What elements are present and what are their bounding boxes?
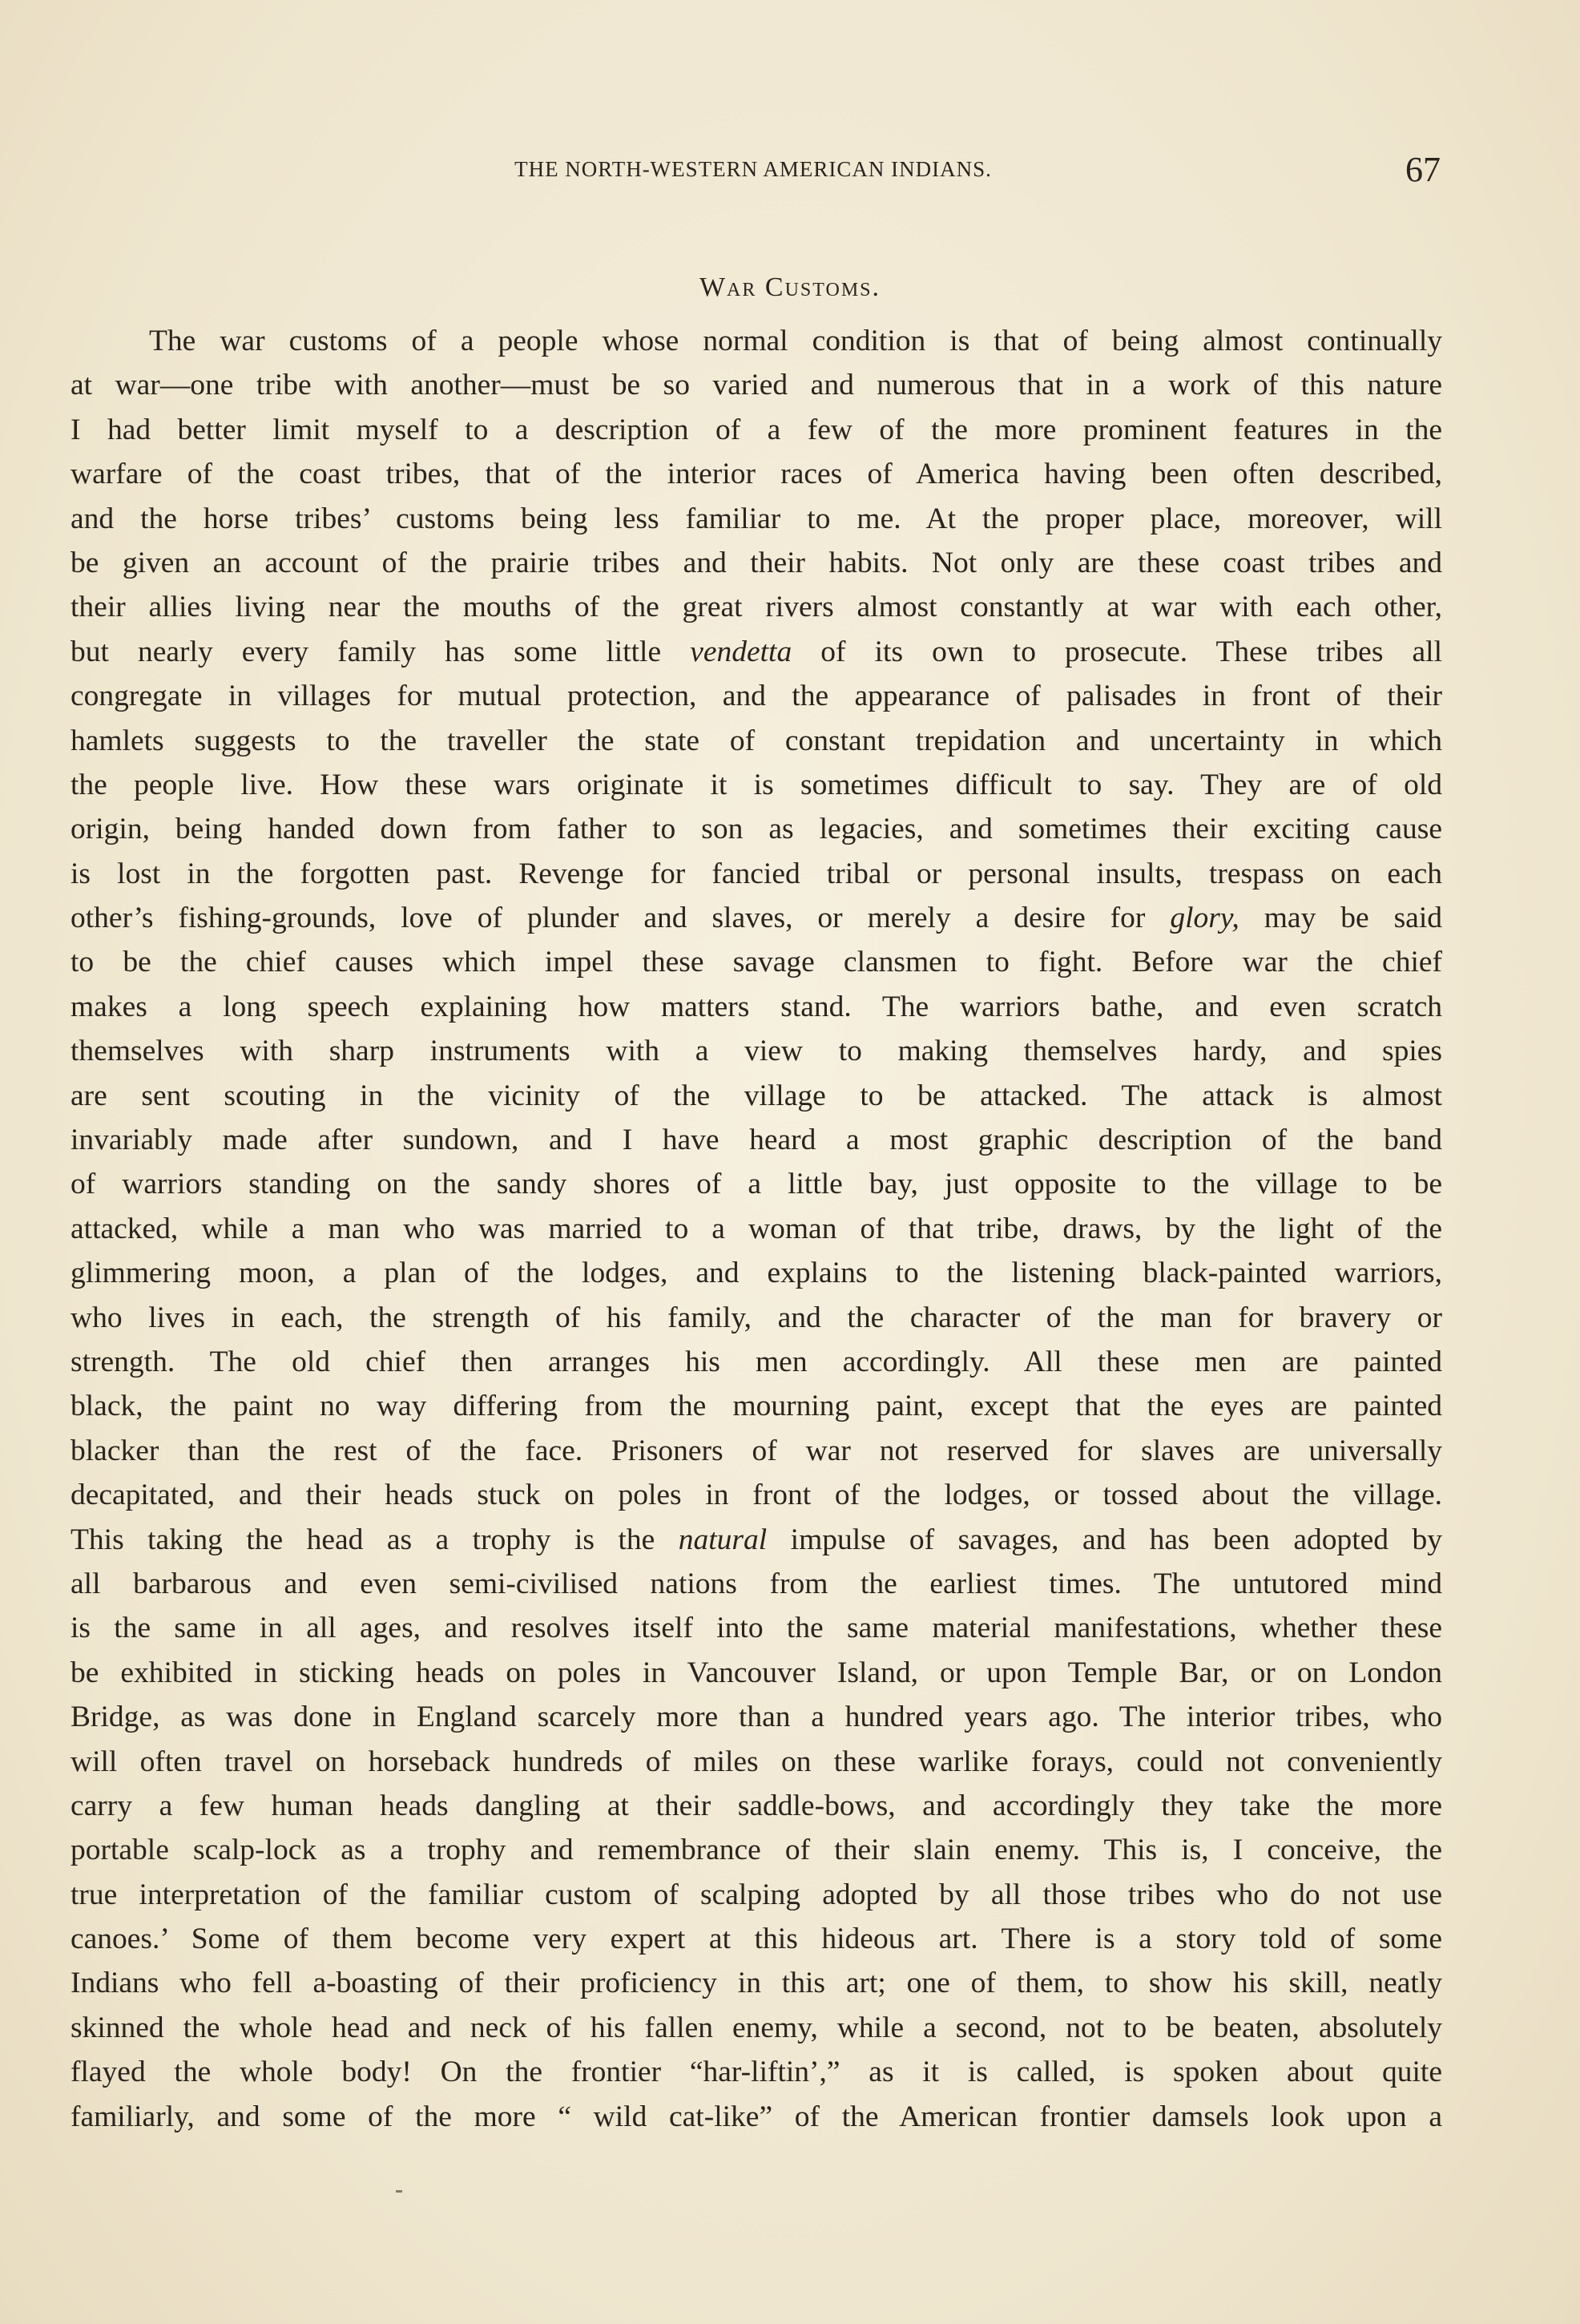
text-line: other’s fishing-grounds, love of plunder and slaves, or merely a desire for glory, may be said [71, 902, 1442, 935]
text-line: attacked, while a man who was married to a woman of that tribe, draws, by the light of the [71, 1212, 1442, 1245]
text-line: The war customs of a people whose normal condition is that of being almost continually [149, 325, 1442, 357]
text-line: familiarly, and some of the more “ wild cat-like” of the American frontier damsels look upon a [71, 2100, 1442, 2133]
text-line: portable scalp-lock as a trophy and remembrance of their slain enemy. This is, I conceive, the [71, 1834, 1442, 1867]
text-line: all barbarous and even semi-civilised nations from the earliest times. The untutored mind [71, 1567, 1442, 1600]
text-line: carry a few human heads dangling at their saddle-bows, and accordingly they take the more [71, 1789, 1442, 1822]
text-line: be exhibited in sticking heads on poles in Vancouver Island, or upon Temple Bar, or on London [71, 1656, 1442, 1689]
text-line: to be the chief causes which impel these savage clansmen to fight. Before war the chief [71, 946, 1442, 979]
text-line: warfare of the coast tribes, that of the interior races of America having been often described, [71, 458, 1442, 491]
text-line: but nearly every family has some little vendetta of its own to prosecute. These tribes all [71, 635, 1442, 668]
italic-term: glory, [1170, 902, 1239, 935]
text-line: glimmering moon, a plan of the lodges, and explains to the listening black-painted warriors, [71, 1257, 1442, 1290]
ink-speck [396, 2190, 402, 2193]
text-line: hamlets suggests to the traveller the state of constant trepidation and uncertainty in which [71, 724, 1442, 757]
text-line: flayed the whole body! On the frontier “har-liftin’,” as it is called, is spoken about quite [71, 2056, 1442, 2089]
running-header: THE NORTH-WESTERN AMERICAN INDIANS. [514, 157, 992, 181]
text-line: origin, being handed down from father to son as legacies, and sometimes their exciting cause [71, 813, 1442, 846]
text-line: strength. The old chief then arranges his men accordingly. All these men are painted [71, 1345, 1442, 1378]
text-line: This taking the head as a trophy is the natural impulse of savages, and has been adopted by [71, 1523, 1442, 1556]
text-line: be given an account of the prairie tribes and their habits. Not only are these coast tribes and [71, 546, 1442, 579]
text-line: who lives in each, the strength of his family, and the character of the man for bravery or [71, 1301, 1442, 1334]
text-line: I had better limit myself to a description of a few of the more prominent features in the [71, 413, 1442, 446]
text-line: congregate in villages for mutual protection, and the appearance of palisades in front of their [71, 680, 1442, 713]
text-line: is lost in the forgotten past. Revenge for fancied tribal or personal insults, trespass on each [71, 857, 1442, 890]
text-line: invariably made after sundown, and I have heard a most graphic description of the band [71, 1124, 1442, 1157]
text-line: and the horse tribes’ customs being less familiar to me. At the proper place, moreover, will [71, 502, 1442, 535]
text-line: the people live. How these wars originate it is sometimes difficult to say. They are of old [71, 768, 1442, 801]
text-line: themselves with sharp instruments with a view to making themselves hardy, and spies [71, 1035, 1442, 1068]
text-line: skinned the whole head and neck of his fallen enemy, while a second, not to be beaten, absolutely [71, 2011, 1442, 2044]
section-title: War Customs. [699, 272, 881, 302]
text-line: makes a long speech explaining how matters stand. The warriors bathe, and even scratch [71, 990, 1442, 1023]
text-line: at war—one tribe with another—must be so varied and numerous that in a work of this nature [71, 369, 1442, 402]
text-line: will often travel on horseback hundreds of miles on these warlike forays, could not conveniently [71, 1745, 1442, 1778]
text-line: blacker than the rest of the face. Prisoners of war not reserved for slaves are universally [71, 1434, 1442, 1467]
text-line: are sent scouting in the vicinity of the village to be attacked. The attack is almost [71, 1079, 1442, 1112]
text-line: decapitated, and their heads stuck on poles in front of the lodges, or tossed about the village. [71, 1479, 1442, 1512]
text-line: canoes.’ Some of them become very expert at this hideous art. There is a story told of some [71, 1923, 1442, 1956]
text-line: Bridge, as was done in England scarcely more than a hundred years ago. The interior tribes, who [71, 1701, 1442, 1734]
text-line: is the same in all ages, and resolves itself into the same material manifestations, whether these [71, 1612, 1442, 1645]
text-line: black, the paint no way differing from the mourning paint, except that the eyes are painted [71, 1390, 1442, 1423]
body-text [71, 319, 1442, 2139]
text-line: true interpretation of the familiar custom of scalping adopted by all those tribes who do not use [71, 1878, 1442, 1911]
italic-term: natural [678, 1523, 768, 1556]
text-line: of warriors standing on the sandy shores of a little bay, just opposite to the village to be [71, 1168, 1442, 1201]
page-number: 67 [1405, 150, 1441, 189]
text-line: Indians who fell a-boasting of their proficiency in this art; one of them, to show his skill, neatly [71, 1967, 1442, 2000]
italic-term: vendetta [690, 635, 792, 668]
text-line: their allies living near the mouths of the great rivers almost constantly at war with each other, [71, 591, 1442, 624]
